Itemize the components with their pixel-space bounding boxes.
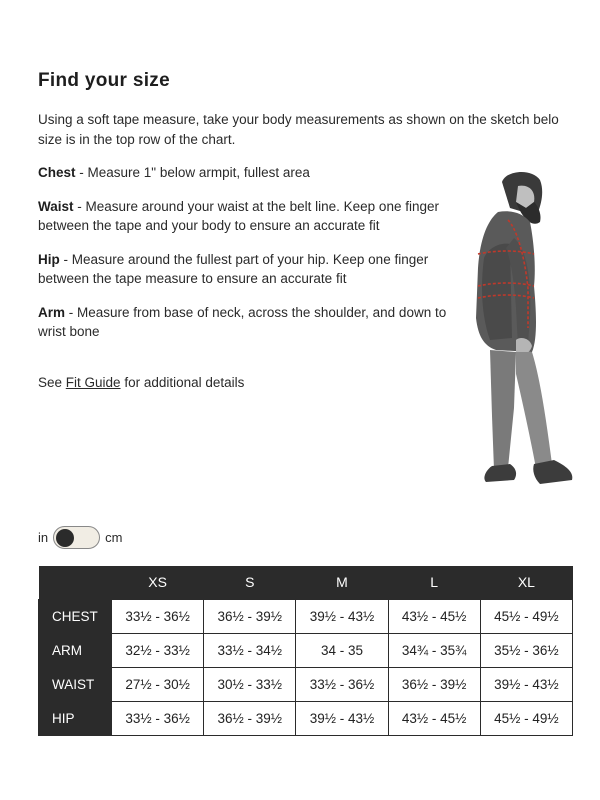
fit-guide-prefix: See (38, 375, 66, 390)
table-cell: 33½ - 36½ (112, 701, 204, 735)
table-cell: 33½ - 36½ (112, 599, 204, 633)
hip-label: Hip (38, 252, 60, 267)
table-cell: 36½ - 39½ (204, 599, 296, 633)
size-header-row (39, 566, 573, 599)
waist-instruction (38, 197, 458, 235)
intro-line-2: size is in the top row of the chart. (38, 132, 236, 147)
table-cell: 43½ - 45½ (388, 701, 480, 735)
table-cell: 33½ - 34½ (204, 633, 296, 667)
unit-switch-knob (56, 529, 74, 547)
size-header-cell: L (388, 566, 480, 599)
table-cell: 39½ - 43½ (296, 599, 388, 633)
table-cell: 30½ - 33½ (204, 667, 296, 701)
size-header-cell: S (204, 566, 296, 599)
table-row-waist (39, 667, 573, 701)
table-cell: 34¾ - 35¾ (388, 633, 480, 667)
chest-instruction (38, 163, 458, 182)
size-chart-table (38, 566, 573, 736)
table-cell: 39½ - 43½ (296, 701, 388, 735)
unit-switch[interactable] (53, 526, 100, 549)
size-header-corner (39, 566, 112, 599)
row-label: CHEST (39, 599, 112, 633)
unit-in-label: in (38, 530, 49, 545)
table-cell: 39½ - 43½ (480, 667, 572, 701)
table-cell: 36½ - 39½ (204, 701, 296, 735)
size-header-cell: XL (480, 566, 572, 599)
table-row-chest (39, 599, 573, 633)
sketch-left-boot (484, 464, 516, 482)
table-cell: 45½ - 49½ (480, 599, 572, 633)
hip-instruction (38, 250, 458, 288)
waist-label: Waist (38, 199, 74, 214)
sketch-jacket-shade (482, 244, 512, 340)
table-cell: 33½ - 36½ (296, 667, 388, 701)
page-title: Find your size (38, 70, 170, 91)
row-label: ARM (39, 633, 112, 667)
intro-line-1: Using a soft tape measure, take your body measurements as shown on the sketch belo (38, 112, 559, 127)
size-header-cell: M (296, 566, 388, 599)
arm-text: - Measure from base of neck, across the shoulder, and down to wrist bone (38, 305, 447, 339)
fit-guide-note (38, 375, 244, 390)
unit-toggle (38, 526, 122, 549)
row-label: HIP (39, 701, 112, 735)
table-cell: 36½ - 39½ (388, 667, 480, 701)
sketch-right-leg (516, 352, 552, 468)
sketch-right-boot (533, 460, 572, 484)
sketch-left-leg (490, 350, 516, 470)
unit-cm-label: cm (105, 530, 123, 545)
size-header-cell: XS (112, 566, 204, 599)
measurement-sketch-illustration (470, 168, 580, 490)
table-cell: 35½ - 36½ (480, 633, 572, 667)
arm-label: Arm (38, 305, 66, 320)
chest-text: - Measure 1" below armpit, fullest area (75, 165, 310, 180)
row-label: WAIST (39, 667, 112, 701)
hip-text: - Measure around the fullest part of your hip. Keep one finger between the tape measure to ensure an accurate fit (38, 252, 429, 286)
table-cell: 43½ - 45½ (388, 599, 480, 633)
table-cell: 34 - 35 (296, 633, 388, 667)
waist-text: - Measure around your waist at the belt line. Keep one finger between the tape and your body to ensure an accurate fit (38, 199, 439, 233)
table-cell: 27½ - 30½ (112, 667, 204, 701)
arm-instruction (38, 303, 458, 341)
table-row-hip (39, 701, 573, 735)
fit-guide-suffix: for additional details (120, 375, 245, 390)
chest-label: Chest (38, 165, 76, 180)
table-row-arm (39, 633, 573, 667)
table-cell: 32½ - 33½ (112, 633, 204, 667)
table-cell: 45½ - 49½ (480, 701, 572, 735)
fit-guide-link[interactable]: Fit Guide (65, 375, 121, 390)
intro-text (38, 110, 578, 150)
